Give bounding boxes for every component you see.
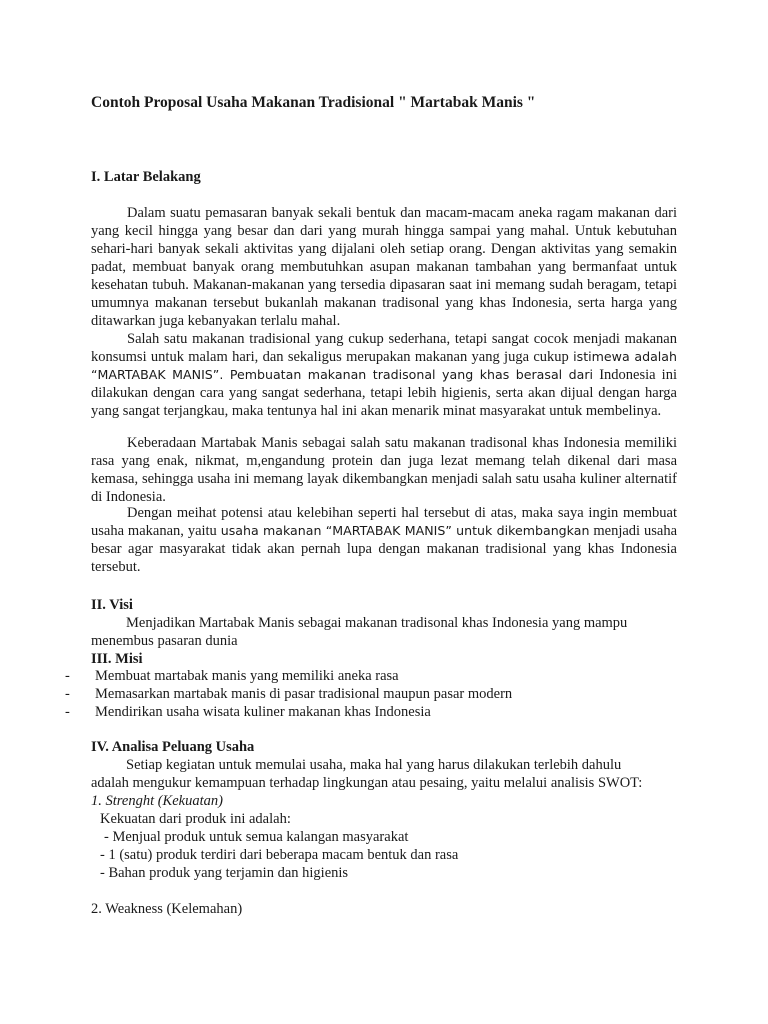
strength-item: - Bahan produk yang terjamin dan higienis xyxy=(100,865,349,881)
misi-bullet: - xyxy=(65,704,70,720)
visi-line-1: Menjadikan Martabak Manis sebagai makanan tradisonal khas Indonesia yang mampu xyxy=(126,615,628,631)
strength-title: 1. Strenght (Kekuatan) xyxy=(91,793,223,809)
paragraph-latar-4-text-b: usaha makanan “MARTABAK MANIS” untuk dikembangkan xyxy=(220,523,590,538)
heading-misi: III. Misi xyxy=(91,651,143,667)
document-title: Contoh Proposal Usaha Makanan Tradisional " Martabak Manis " xyxy=(91,94,536,111)
paragraph-latar-1-text: Dalam suatu pemasaran banyak sekali bentuk dan macam-macam aneka ragam makanan dari yang kecil hingga yang besar dan dari yang murah hingga sampai yang mahal. Untuk kebutuhan sehari-hari banyak sekali aktivitas yang dijalani oleh setiap orang. Dengan aktivitas yang semakin padat, membuat banyak orang membutuhkan asupan makanan tambahan yang bermanfaat untuk kesehatan tubuh. Makanan-makanan yang tersedia dipasaran saat ini memang sudah beragam, tetapi umumnya makanan tersebut bukanlah makanan tradisonal yang khas Indonesia, serta harga yang ditawarkan juga kebanyakan terlalu mahal. xyxy=(91,205,677,329)
misi-item: Mendirikan usaha wisata kuliner makanan khas Indonesia xyxy=(95,704,431,720)
paragraph-latar-2-text-c: Indonesia ini dilakukan dengan cara yang sangat sederhana, tetapi lebih higienis, serta akan dijual dengan harga yang sangat terjangkau, maka tentunya hal ini akan menarik minat masyarakat untuk membelinya. xyxy=(91,367,677,419)
misi-bullet: - xyxy=(65,686,70,702)
misi-item: Membuat martabak manis yang memiliki aneka rasa xyxy=(95,668,399,684)
paragraph-latar-3-text: Keberadaan Martabak Manis sebagai salah satu makanan tradisonal khas Indonesia memiliki rasa yang enak, nikmat, m,engandung protein dan juga lezat memang telah dikenal dari masa kemasa, sehingga usaha ini memang layak dikembangkan menjadi salah satu usaha kuliner alternatif di Indonesia. xyxy=(91,435,677,505)
paragraph-latar-1 xyxy=(91,204,677,330)
paragraph-latar-4-text-a: Dengan meihat potensi atau kelebihan seperti hal tersebut di atas, maka saya ingin membuat usaha makanan, yaitu xyxy=(91,505,677,539)
strength-item: - Menjual produk untuk semua kalangan masyarakat xyxy=(104,829,409,845)
visi-line-2: menembus pasaran dunia xyxy=(91,633,238,649)
paragraph-latar-4-text-c: menjadi usaha besar agar masyarakat tidak akan pernah lupa dengan makanan tradisional yang khas Indonesia tersebut. xyxy=(91,523,677,575)
weakness-title: 2. Weakness (Kelemahan) xyxy=(91,901,243,917)
misi-bullet: - xyxy=(65,668,70,684)
heading-visi: II. Visi xyxy=(91,597,133,613)
analisa-line-1: Setiap kegiatan untuk memulai usaha, maka hal yang harus dilakukan terlebih dahulu xyxy=(126,757,622,773)
heading-analisa: IV. Analisa Peluang Usaha xyxy=(91,739,255,755)
strength-intro: Kekuatan dari produk ini adalah: xyxy=(100,811,291,827)
paragraph-latar-2-text-b: istimewa adalah “MARTABAK MANIS”. Pembuatan makanan tradisonal yang khas berasal dari xyxy=(91,349,678,382)
analisa-line-2: adalah mengukur kemampuan terhadap lingkungan atau pesaing, yaitu melalui analisis SWOT: xyxy=(91,775,643,791)
paragraph-latar-4 xyxy=(91,504,677,576)
paragraph-latar-2-text-a: Salah satu makanan tradisional yang cukup sederhana, tetapi sangat cocok menjadi makanan konsumsi untuk malam hari, dan sekaligus merupakan makanan yang juga cukup xyxy=(91,331,677,365)
paragraph-latar-2 xyxy=(91,330,677,420)
strength-item: - 1 (satu) produk terdiri dari beberapa macam bentuk dan rasa xyxy=(100,847,459,863)
heading-latar-belakang: I. Latar Belakang xyxy=(91,169,201,185)
misi-item: Memasarkan martabak manis di pasar tradisional maupun pasar modern xyxy=(95,686,513,702)
paragraph-latar-3 xyxy=(91,434,677,506)
